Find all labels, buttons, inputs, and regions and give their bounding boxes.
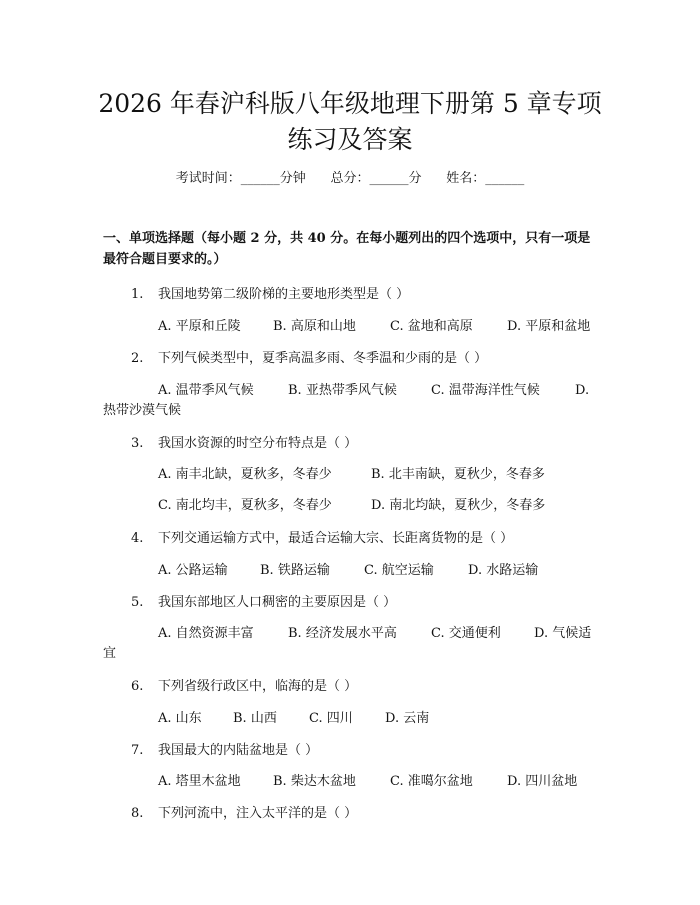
- option-a: A. 自然资源丰富: [158, 626, 254, 641]
- question-text: 下列气候类型中，夏季高温多雨、冬季温和少雨的是（ ）: [158, 351, 488, 366]
- option-d: D. 平原和盆地: [507, 319, 591, 334]
- question-number: 5.: [131, 595, 144, 610]
- option-c: C. 准噶尔盆地: [390, 774, 473, 789]
- option-d: D.: [575, 383, 590, 398]
- question-text: 我国东部地区人口稠密的主要原因是（ ）: [158, 595, 397, 610]
- section-1-heading: 一、单项选择题（每小题 2 分，共 40 分。在每小题列出的四个选项中，只有一项是最符合题目要求的。）: [103, 231, 591, 267]
- question-1: [131, 283, 409, 302]
- document-title: [80, 86, 620, 158]
- question-number: 3.: [131, 436, 144, 451]
- question-2-options: [158, 379, 589, 398]
- option-c: C. 南北均丰，夏秋多，冬春少: [158, 498, 332, 513]
- option-d: D. 南北均缺，夏秋少，冬春多: [371, 498, 546, 513]
- question-3: [131, 432, 357, 451]
- question-text: 我国最大的内陆盆地是（ ）: [158, 743, 319, 758]
- title-line-2: 练习及答案: [287, 125, 413, 154]
- option-d: D. 水路运输: [468, 563, 539, 578]
- option-b: B. 柴达木盆地: [273, 774, 356, 789]
- option-a: A. 塔里木盆地: [158, 774, 241, 789]
- question-2-option-wrap: 热带沙漠气候: [103, 403, 182, 418]
- option-d: D. 云南: [385, 711, 430, 726]
- question-number: 6.: [131, 679, 144, 694]
- option-a: A. 温带季风气候: [158, 383, 254, 398]
- option-b: B. 北丰南缺，夏秋少，冬春多: [371, 467, 545, 482]
- option-a: A. 平原和丘陵: [158, 319, 241, 334]
- question-1-options: [158, 315, 590, 334]
- option-b: B. 高原和山地: [273, 319, 356, 334]
- option-a: A. 南丰北缺，夏秋多，冬春少: [158, 467, 332, 482]
- option-b: B. 铁路运输: [260, 563, 330, 578]
- question-6-options: [158, 707, 429, 726]
- question-number: 8.: [131, 806, 144, 821]
- question-text: 下列交通运输方式中，最适合运输大宗、长距离货物的是（ ）: [158, 531, 514, 546]
- question-7: [131, 739, 318, 758]
- question-number: 2.: [131, 351, 144, 366]
- question-3-options-row-1: [158, 463, 545, 482]
- question-6: [131, 675, 357, 694]
- question-text: 我国地势第二级阶梯的主要地形类型是（ ）: [158, 287, 410, 302]
- question-number: 1.: [131, 287, 144, 302]
- option-c: C. 交通便利: [431, 626, 501, 641]
- question-5: [131, 591, 396, 610]
- option-b: B. 经济发展水平高: [288, 626, 397, 641]
- option-c: C. 四川: [309, 711, 353, 726]
- question-4: [131, 527, 513, 546]
- question-2: [131, 347, 487, 366]
- question-text: 下列省级行政区中，临海的是（ ）: [158, 679, 358, 694]
- option-c: C. 盆地和高原: [390, 319, 473, 334]
- question-5-options: [158, 622, 591, 641]
- option-c: C. 航空运输: [364, 563, 434, 578]
- option-a: A. 山东: [158, 711, 202, 726]
- option-c: C. 温带海洋性气候: [431, 383, 540, 398]
- exam-info-line: 考试时间：______分钟 总分：______分 姓名：______: [175, 171, 525, 186]
- question-number: 7.: [131, 743, 144, 758]
- option-b: B. 亚热带季风气候: [288, 383, 397, 398]
- question-text: 我国水资源的时空分布特点是（ ）: [158, 436, 358, 451]
- question-7-options: [158, 770, 577, 789]
- option-d: D. 四川盆地: [507, 774, 578, 789]
- option-a: A. 公路运输: [158, 563, 228, 578]
- question-3-options-row-2: [158, 494, 545, 513]
- question-number: 4.: [131, 531, 144, 546]
- question-text: 下列河流中，注入太平洋的是（ ）: [158, 806, 358, 821]
- question-4-options: [158, 559, 538, 578]
- option-d: D. 气候适: [534, 626, 592, 641]
- question-5-option-wrap: 宜: [103, 646, 117, 661]
- question-8: [131, 802, 357, 821]
- option-b: B. 山西: [233, 711, 277, 726]
- title-line-1: 2026 年春沪科版八年级地理下册第 5 章专项: [98, 89, 602, 118]
